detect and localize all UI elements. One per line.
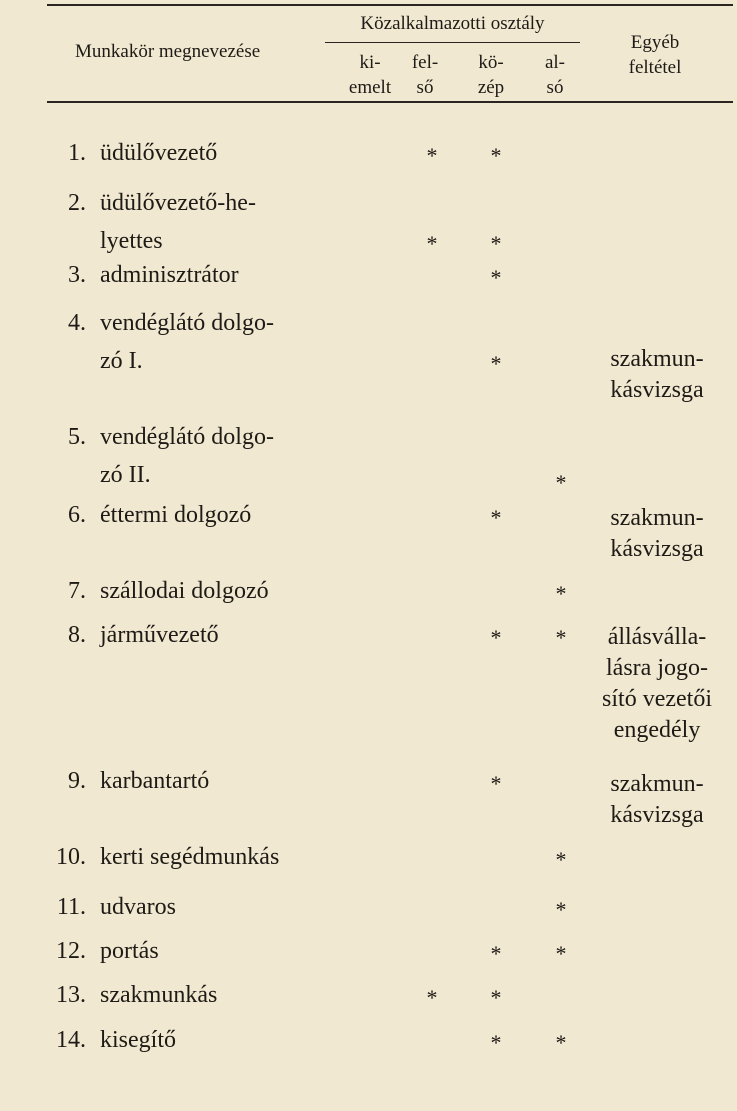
job-title: üdülővezető-he- — [100, 190, 256, 216]
other-condition: sító vezetői — [602, 686, 712, 712]
other-condition: lásra jogo- — [606, 655, 708, 681]
job-title: zó II. — [100, 462, 151, 488]
row-number: 4. — [68, 310, 86, 336]
class-mark: * — [426, 143, 438, 168]
class-mark: * — [555, 470, 567, 495]
row-number: 7. — [68, 578, 86, 604]
class-mark: * — [490, 771, 502, 796]
class-col-kiemelt-line2: emelt — [348, 77, 392, 98]
row-number: 14. — [56, 1027, 86, 1053]
class-mark: * — [555, 581, 567, 606]
job-title: adminisztrátor — [100, 262, 239, 288]
class-mark: * — [426, 985, 438, 1010]
other-condition: szakmun- — [610, 505, 704, 531]
row-number: 6. — [68, 502, 86, 528]
job-title: zó I. — [100, 348, 143, 374]
class-group-rule — [325, 42, 580, 43]
class-col-kiemelt-line1: ki- — [359, 52, 381, 73]
other-condition: szakmun- — [610, 771, 704, 797]
row-number: 9. — [68, 768, 86, 794]
class-col-also-line2: só — [546, 77, 564, 98]
job-title: járművezető — [100, 622, 219, 648]
class-col-kozep-line1: kö- — [478, 52, 504, 73]
other-condition: kásvizsga — [610, 536, 704, 562]
class-mark: * — [555, 1030, 567, 1055]
job-title: éttermi dolgozó — [100, 502, 252, 528]
job-title: portás — [100, 938, 159, 964]
row-number: 2. — [68, 190, 86, 216]
class-col-also-line1: al- — [544, 52, 566, 73]
other-condition-header-line1: Egyéb — [630, 32, 680, 53]
class-col-kozep-line2: zép — [477, 77, 505, 98]
other-condition-header-line2: feltétel — [628, 57, 682, 78]
row-number: 11. — [56, 894, 86, 920]
row-number: 10. — [56, 844, 86, 870]
class-mark: * — [426, 231, 438, 256]
job-title: udvaros — [100, 894, 176, 920]
other-condition: kásvizsga — [610, 377, 704, 403]
class-mark: * — [490, 505, 502, 530]
class-mark: * — [490, 625, 502, 650]
row-number: 12. — [56, 938, 86, 964]
class-mark: * — [490, 351, 502, 376]
other-condition: engedély — [613, 717, 701, 743]
job-title: kerti segédmunkás — [100, 844, 280, 870]
class-mark: * — [555, 625, 567, 650]
job-title: vendéglátó dolgo- — [100, 310, 274, 336]
class-mark: * — [490, 265, 502, 290]
class-group-header: Közalkalmazotti osztály — [360, 13, 545, 34]
name-column-header: Munkakör megnevezése — [75, 41, 261, 62]
class-mark: * — [490, 143, 502, 168]
job-title: karbantartó — [100, 768, 210, 794]
class-mark: * — [490, 941, 502, 966]
class-mark: * — [555, 941, 567, 966]
class-mark: * — [490, 1030, 502, 1055]
other-condition: állásválla- — [607, 624, 707, 650]
class-mark: * — [490, 231, 502, 256]
other-condition: szakmun- — [610, 346, 704, 372]
row-number: 1. — [68, 140, 86, 166]
class-col-felso-line1: fel- — [411, 52, 439, 73]
class-col-felso-line2: ső — [416, 77, 434, 98]
row-number: 13. — [56, 982, 86, 1008]
row-number: 5. — [68, 424, 86, 450]
row-number: 3. — [68, 262, 86, 288]
job-title: üdülővezető — [100, 140, 218, 166]
job-title: szakmunkás — [100, 982, 218, 1008]
top-rule — [47, 4, 733, 6]
job-title: kisegítő — [100, 1027, 176, 1053]
class-mark: * — [490, 985, 502, 1010]
other-condition: kásvizsga — [610, 802, 704, 828]
job-title: vendéglátó dolgo- — [100, 424, 274, 450]
job-title: lyettes — [100, 228, 163, 254]
class-mark: * — [555, 897, 567, 922]
class-mark: * — [555, 847, 567, 872]
header-bottom-rule — [47, 101, 733, 103]
job-title: szállodai dolgozó — [100, 578, 269, 604]
row-number: 8. — [68, 622, 86, 648]
